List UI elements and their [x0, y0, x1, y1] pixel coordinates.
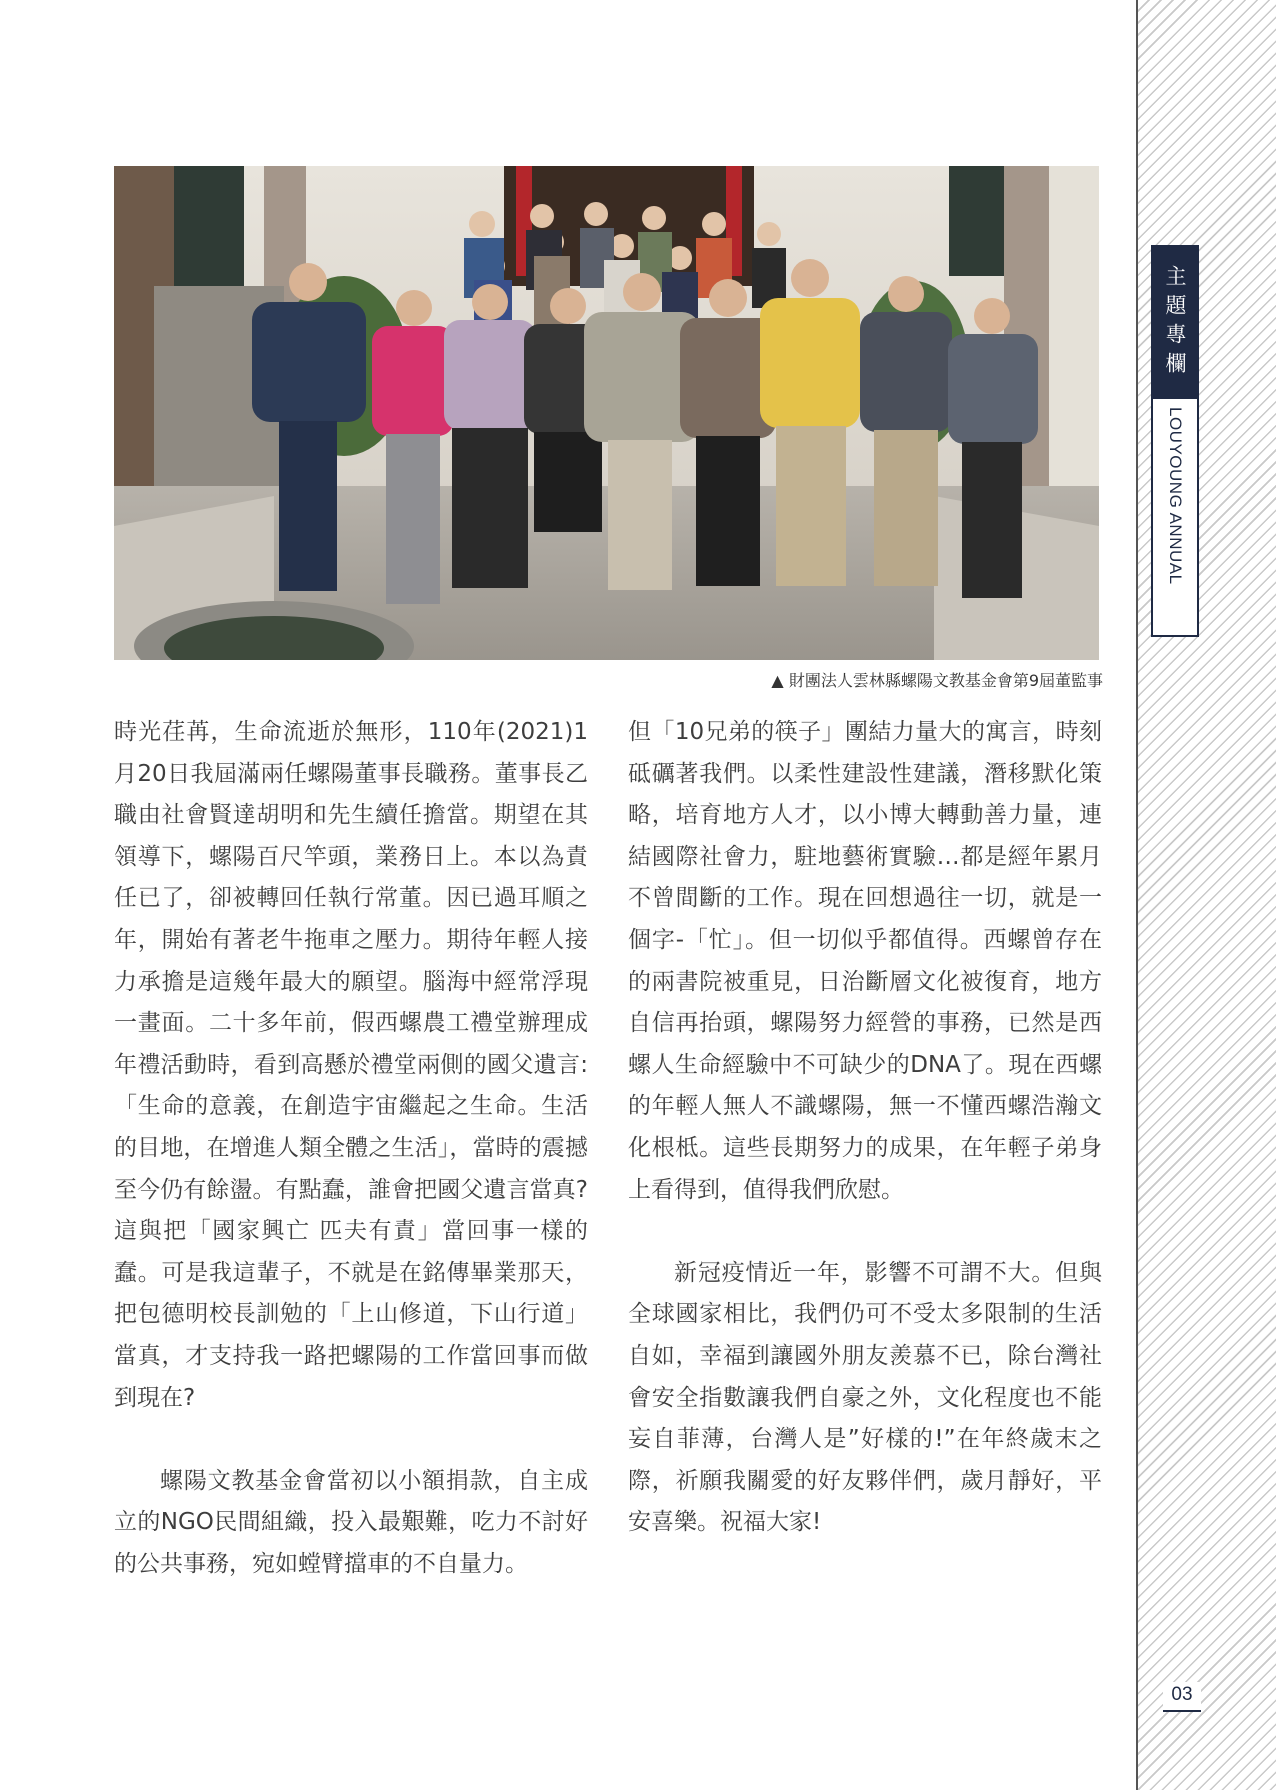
- photo-caption: ▲ 財團法人雲林縣螺陽文教基金會第9屆董監事: [771, 671, 1103, 690]
- section-label-block: [1153, 247, 1197, 399]
- group-photo-illustration: [114, 166, 1099, 660]
- article-paragraph: 新冠疫情近一年，影響不可謂不大。但與全球國家相比，我們仍可不受太多限制的生活自如，幸福到讓國外朋友羨慕不已，除台灣社會安全指數讓我們自豪之外，文化程度也不能妄自菲薄，台灣人是”好樣的!”在年終歲末之際，祈願我關愛的好友夥伴們，歲月靜好，平安喜樂。祝福大家!: [628, 1259, 1102, 1536]
- section-label: 主題專欄: [1163, 265, 1187, 381]
- publication-name: LOUYOUNG ANNUAL: [1166, 407, 1185, 585]
- group-photo: [114, 166, 1099, 660]
- article-paragraph: 時光荏苒，生命流逝於無形，110年(2021)1月20日我屆滿兩任螺陽董事長職務。董事長乙職由社會賢達胡明和先生續任擔當。期望在其領導下，螺陽百尺竿頭，業務日上。本以為責任已了，卻被轉回任執行常董。因已過耳順之年，開始有著老牛拖車之壓力。期待年輕人接力承擔是這幾年最大的願望。腦海中經常浮現一畫面。二十多年前，假西螺農工禮堂辦理成年禮活動時，看到高懸於禮堂兩側的國父遺言:「生命的意義，在創造宇宙繼起之生命。生活的目地，在增進人類全體之生活」，當時的震撼至今仍有餘盪。有點蠢，誰會把國父遺言當真?這與把「國家興亡 匹夫有責」當回事一樣的蠢。可是我這輩子，不就是在銘傳畢業那天，把包德明校長訓勉的「上山修道，下山行道」當真，才支持我一路把螺陽的工作當回事而做到現在?: [114, 719, 588, 1411]
- article-column-right: [628, 712, 1102, 1544]
- publication-block: [1153, 407, 1197, 632]
- article-paragraph: 但「10兄弟的筷子」團結力量大的寓言，時刻砥礪著我們。以柔性建設性建議，潛移默化策略，培育地方人才，以小博大轉動善力量，連結國際社會力，駐地藝術實驗…都是經年累月不曾間斷的工作。現在回想過往一切，就是一個字-「忙」。但一切似乎都值得。西螺曾存在的兩書院被重見，日治斷層文化被復育，地方自信再抬頭，螺陽努力經營的事務，已然是西螺人生命經驗中不可缺少的DNA了。現在西螺的年輕人無人不識螺陽，無一不懂西螺浩瀚文化根柢。這些長期努力的成果，在年輕子弟身上看得到，值得我們欣慰。: [628, 719, 1102, 1203]
- page-number: 03: [1163, 1682, 1201, 1712]
- article-column-left: [114, 712, 588, 1585]
- article-paragraph: 螺陽文教基金會當初以小額捐款，自主成立的NGO民間組織，投入最艱難，吃力不討好的公共事務，宛如螳臂擋車的不自量力。: [114, 1467, 588, 1577]
- section-tab: [1151, 245, 1199, 637]
